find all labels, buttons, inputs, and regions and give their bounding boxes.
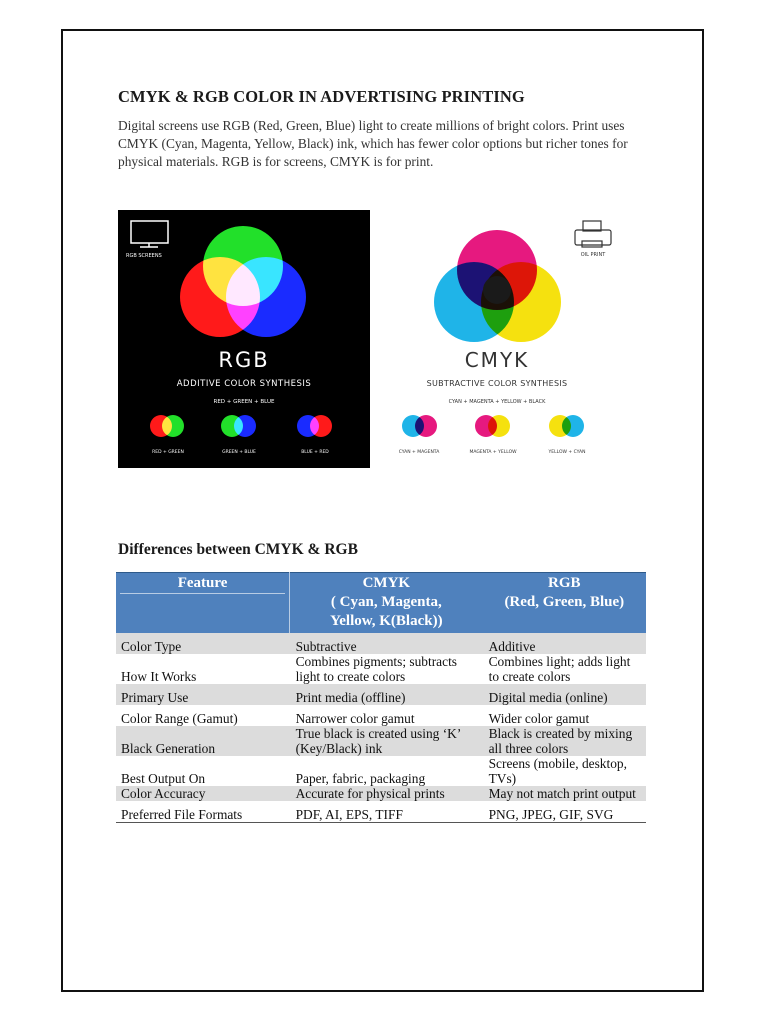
rgb-heading: RGB <box>218 348 270 372</box>
cell-cmyk: Paper, fabric, packaging <box>295 771 426 786</box>
table-row <box>116 786 646 801</box>
rgb-components: RED + GREEN + BLUE <box>213 399 275 405</box>
table-header-row <box>116 573 646 634</box>
cmyk-components: CYAN + MAGENTA + YELLOW + BLACK <box>448 399 546 405</box>
cell-cmyk: Combines pigments; subtracts light to create colors <box>295 654 457 684</box>
printer-icon <box>575 221 611 247</box>
cell-feature: Primary Use <box>116 684 290 705</box>
pair1-green <box>162 415 184 437</box>
cmyk-illustration <box>386 210 638 468</box>
green-circle <box>203 226 283 306</box>
cell-rgb: Black is created by mixing all three colors <box>483 726 646 756</box>
pair2-blue <box>234 415 256 437</box>
pair3-red <box>310 415 332 437</box>
cell-rgb: PNG, JPEG, GIF, SVG <box>483 801 646 823</box>
cell-rgb: Wider color gamut <box>488 711 590 726</box>
cell-rgb: May not match print output <box>483 786 646 801</box>
cmyk-diagram <box>386 210 638 468</box>
intro-paragraph: Digital screens use RGB (Red, Green, Blue) light to create millions of bright colors. Print uses CMYK (Cyan, Magenta, Yellow, Black) ink, which has fewer color options but richer tones for physical materials. RGB is for screens, CMYK is for print. <box>118 118 628 169</box>
cell-cmyk: True black is created using ‘K’ (Key/Black) ink <box>290 726 483 756</box>
table-row <box>116 801 646 823</box>
rgb-subheading: ADDITIVE COLOR SYNTHESIS <box>176 379 312 389</box>
cell-rgb: Screens (mobile, desktop, TVs) <box>488 756 627 786</box>
device-label: RGB SCREENS <box>126 253 162 259</box>
pair-label-1: RED + GREEN <box>152 450 184 455</box>
table-row <box>116 756 646 786</box>
cell-feature: How It Works <box>121 669 197 684</box>
cell-cmyk: Accurate for physical prints <box>290 786 483 801</box>
table-row <box>116 726 646 756</box>
pair3-cyan <box>562 415 584 437</box>
table-row <box>116 654 646 684</box>
cell-rgb: Additive <box>483 633 646 654</box>
cell-rgb: Digital media (online) <box>483 684 646 705</box>
rgb-diagram <box>118 210 370 468</box>
comparison-table <box>116 572 646 823</box>
pair-label-3: YELLOW + CYAN <box>548 450 586 455</box>
page-border <box>61 29 704 992</box>
cell-feature: Black Generation <box>116 726 290 756</box>
cell-cmyk: Print media (offline) <box>290 684 483 705</box>
pair1-magenta <box>415 415 437 437</box>
cell-rgb: Combines light; adds light to create colors <box>488 654 631 684</box>
pair-label-3: BLUE + RED <box>301 450 329 455</box>
cell-cmyk: PDF, AI, EPS, TIFF <box>290 801 483 823</box>
cell-cmyk: Narrower color gamut <box>295 711 415 726</box>
cell-feature: Best Output On <box>121 771 206 786</box>
cell-feature: Color Type <box>116 633 290 654</box>
cell-feature: Preferred File Formats <box>116 801 290 823</box>
table-heading: Differences between CMYK & RGB <box>118 541 358 558</box>
cmyk-heading: CMYK <box>464 348 530 372</box>
pair-label-2: MAGENTA + YELLOW <box>469 450 517 455</box>
header-feature: Feature <box>116 573 290 634</box>
header-rgb: RGB (Red, Green, Blue) <box>483 573 646 634</box>
document-title: CMYK & RGB COLOR IN ADVERTISING PRINTING <box>118 87 525 106</box>
device-label: OIL PRINT <box>580 252 606 258</box>
pair2-yellow <box>488 415 510 437</box>
table-row <box>116 705 646 726</box>
header-cmyk: CMYK ( Cyan, Magenta, Yellow, K(Black)) <box>290 573 483 634</box>
black-center <box>483 276 511 304</box>
rgb-illustration <box>118 210 370 468</box>
pair-label-2: GREEN + BLUE <box>222 450 256 455</box>
pair-label-1: CYAN + MAGENTA <box>398 450 440 455</box>
cell-feature: Color Range (Gamut) <box>121 711 238 726</box>
table-row <box>116 684 646 705</box>
cmyk-subheading: SUBTRACTIVE COLOR SYNTHESIS <box>426 379 568 388</box>
table-row <box>116 633 646 654</box>
monitor-icon <box>131 221 168 247</box>
cell-cmyk: Subtractive <box>290 633 483 654</box>
cell-feature: Color Accuracy <box>116 786 290 801</box>
